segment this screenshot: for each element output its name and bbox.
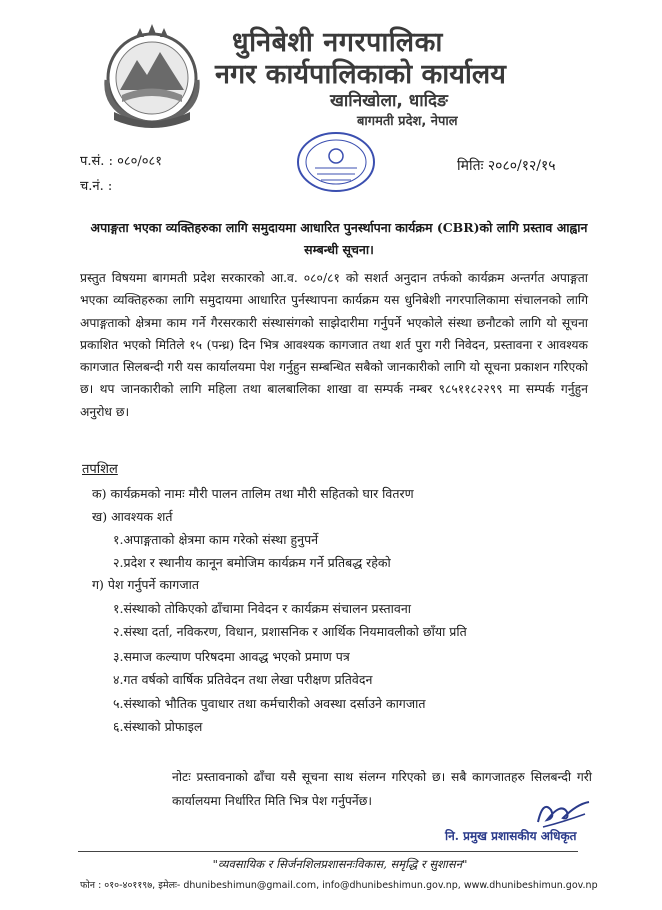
footer-divider — [78, 851, 578, 852]
document-item: १.संस्थाको तोकिएको ढाँचामा निवेदन र कार्यक्रम संचालन प्रस्तावना — [113, 601, 412, 616]
letter-date: मितिः २०८०/१२/१५ — [457, 158, 556, 174]
letterhead-province: बागमती प्रदेश, नेपाल — [357, 114, 458, 129]
document-item: ६.संस्थाको प्रोफाइल — [113, 719, 203, 734]
condition-item: १.अपाङ्गताको क्षेत्रमा काम गरेको संस्था हुनुपर्ने — [113, 532, 319, 547]
condition-item: २.प्रदेश र स्थानीय कानून बमोजिम कार्यक्रम गर्ने प्रतिबद्ध रहेको — [113, 555, 391, 570]
dispatch-number: च.नं. : — [80, 179, 113, 194]
nepal-government-emblem-icon — [92, 20, 212, 130]
handwritten-signature-icon — [533, 792, 593, 832]
details-item-b: ख) आवश्यक शर्त — [92, 509, 173, 524]
reference-number: प.सं. : ०८०/०८१ — [80, 154, 163, 169]
letterhead-office-name: नगर कार्यपालिकाको कार्यालय — [215, 59, 506, 90]
document-item: ४.गत वर्षको वार्षिक प्रतिवेदन तथा लेखा परीक्षण प्रतिवेदन — [113, 672, 373, 687]
notice-body: प्रस्तुत विषयमा बागमती प्रदेश सरकारको आ.व. ०८०/८१ को सशर्त अनुदान तर्फको कार्यक्रम अन्तर्गत अपाङ्गता भएका व्यक्तिहरुका लागि समुदायमा आधारित पुर्नस्थापना कार्यक्रम यस धुनिबेशी नगरपालिकामा संचालनको लागि अपाङ्गताको क्षेत्रमा काम गर्ने गैरसरकारी संस्थासंगको साझेदारीमा गर्नुपर्ने भएकोले संस्था छनौटको लागि यो सूचना प्रकाशित भएको मितिले १५ (पन्ध्र) दिन भित्र आवश्यक कागजात तथा शर्त पुरा गरी निवेदन, प्रस्तावना र आवश्यक कागजात सिलबन्दी गरी यस कार्यालयमा पेश गर्नुहुन सम्बन्धित सबैको जानकारीको लागि यो सूचना प्रकाशन गरिएको छ। थप जानकारीको लागि महिला तथा बालबालिका शाखा वा सम्पर्क नम्बर ९८५११८२२९९ मा सम्पर्क गर्नुहुन अनुरोध छ। — [80, 271, 588, 419]
contact-footer: फोन : ०१०-४०११९७, इमेलः- dhunibeshimun@gmail.com, info@dhunibeshimun.gov.np, www.dhunibeshimun.gov.np — [80, 880, 598, 891]
signatory-title: नि. प्रमुख प्रशासकीय अधिकृत — [445, 829, 577, 843]
document-item: ५.संस्थाको भौतिक पुवाधार तथा कर्मचारीको अवस्था दर्साउने कागजात — [113, 696, 426, 711]
details-heading: तपशिल — [82, 462, 118, 477]
letterhead-location: खानिखोला, धादिङ — [330, 91, 448, 111]
details-item-c: ग) पेश गर्नुपर्ने कागजात — [92, 577, 199, 592]
letterhead-municipality-name: धुनिबेशी नगरपालिका — [232, 27, 443, 58]
notice-subject: अपाङ्गता भएका व्यक्तिहरुका लागि समुदायमा आधारित पुनर्स्थापना कार्यक्रम (CBR)को लागि प्रस्ताव आह्वान सम्बन्धी सूचना। — [90, 220, 588, 257]
office-motto: "व्यवसायिक र सिर्जनशिलप्रशासनःविकास, समृद्धि र सुशासन" — [212, 857, 468, 871]
details-item-a: क) कार्यक्रमको नामः मौरी पालन तालिम तथा मौरी सहितको घार वितरण — [92, 486, 414, 501]
office-round-stamp-icon — [295, 130, 377, 194]
notice-note: नोटः प्रस्तावनाको ढाँचा यसै सूचना साथ संलग्न गरिएको छ। सबै कागजातहरु सिलबन्दी गरी कार्यालयमा निर्धारित मिति भित्र पेश गर्नुपर्नेछ। — [172, 770, 592, 808]
document-item: २.संस्था दर्ता, नविकरण, विधान, प्रशासनिक र आर्थिक नियमावलीको छाँया प्रति — [113, 624, 467, 639]
document-item: ३.समाज कल्याण परिषदमा आवद्ध भएको प्रमाण पत्र — [113, 649, 350, 664]
